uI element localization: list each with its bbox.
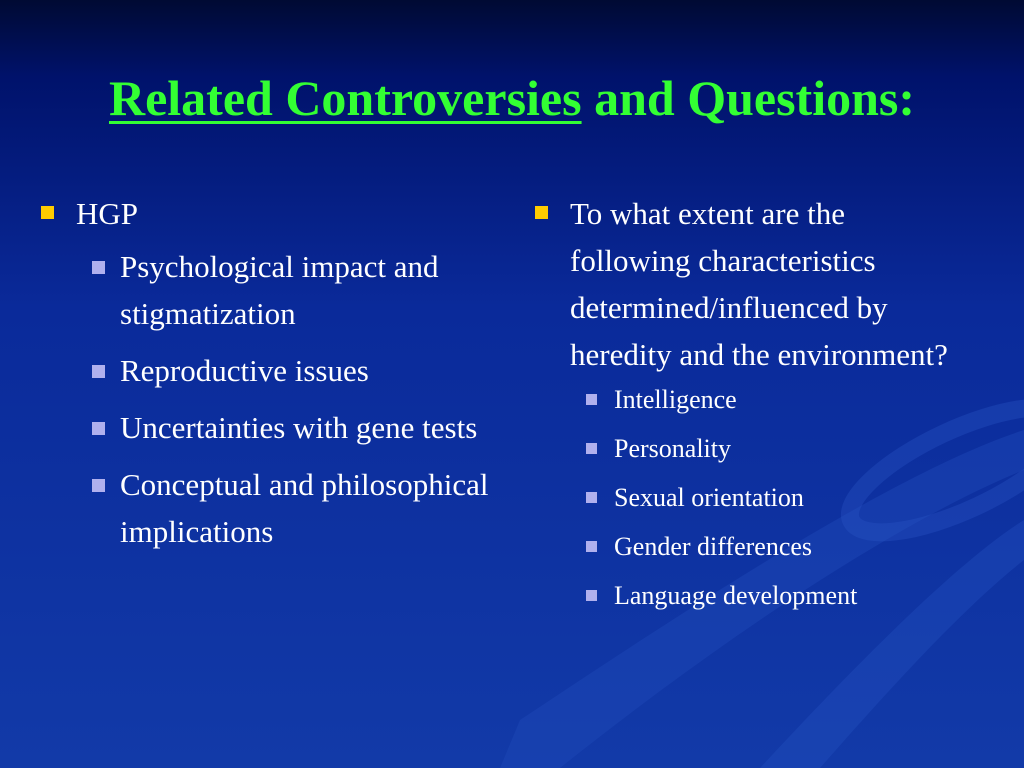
sub-bullet-reproductive-issues: [40, 347, 520, 394]
bullet-text: HGP: [76, 196, 139, 231]
square-bullet-icon: [586, 541, 597, 552]
right-column: [534, 190, 964, 625]
bullet-question: [534, 190, 964, 378]
sub-bullet-text: Language development: [614, 581, 858, 610]
sub-bullet-sexual-orientation: [534, 478, 964, 517]
sub-bullet-text: Gender differences: [614, 532, 813, 561]
square-bullet-icon: [586, 492, 597, 503]
square-bullet-icon: [92, 365, 105, 378]
sub-bullet-uncertainties: [40, 404, 520, 451]
square-bullet-icon: [92, 261, 105, 274]
square-bullet-icon: [586, 443, 597, 454]
square-bullet-icon: [92, 479, 105, 492]
bullet-text: To what extent are the following characteristics determined/influenced by heredity and the environment?: [570, 196, 948, 372]
slide-title-underlined: Related Controversies: [108, 70, 582, 126]
sub-bullet-text: Psychological impact and stigmatization: [120, 249, 439, 331]
sub-bullet-text: Conceptual and philosophical implications: [120, 467, 489, 549]
sub-bullet-language-development: [534, 576, 964, 615]
sub-bullet-text: Sexual orientation: [614, 483, 804, 512]
sub-bullet-personality: [534, 429, 964, 468]
sub-bullet-text: Personality: [614, 434, 731, 463]
slide-title-rest: and Questions:: [581, 70, 916, 126]
bullet-hgp: [40, 190, 520, 237]
square-bullet-icon: [535, 206, 548, 219]
sub-bullet-gender-differences: [534, 527, 964, 566]
sub-bullet-intelligence: [534, 380, 964, 419]
square-bullet-icon: [41, 206, 54, 219]
square-bullet-icon: [92, 422, 105, 435]
sub-bullet-text: Intelligence: [614, 385, 737, 414]
slide-title: [0, 66, 1024, 130]
sub-bullet-conceptual: [40, 461, 520, 555]
sub-bullet-psychological-impact: [40, 243, 520, 337]
square-bullet-icon: [586, 394, 597, 405]
square-bullet-icon: [586, 590, 597, 601]
sub-bullet-text: Reproductive issues: [120, 353, 369, 388]
left-column: [40, 190, 520, 565]
sub-bullet-text: Uncertainties with gene tests: [120, 410, 478, 445]
